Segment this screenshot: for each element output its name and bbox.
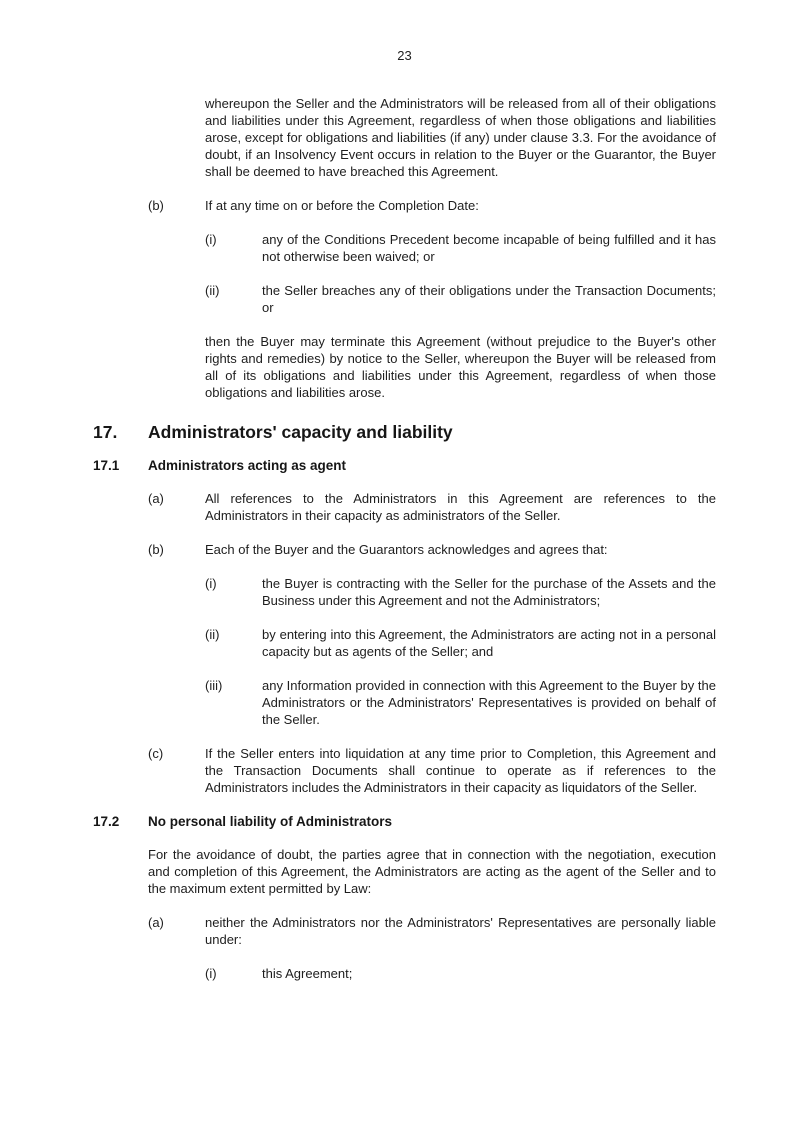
clause-marker: (b)	[148, 198, 164, 213]
clause-marker: (i)	[205, 966, 217, 981]
clause-a	[148, 490, 716, 524]
clause-text: any of the Conditions Precedent become incapable of being fulfilled and it has not otherwise been waived; or	[262, 232, 716, 264]
section-title: Administrators' capacity and liability	[148, 422, 453, 442]
clause-marker: (iii)	[205, 678, 223, 693]
subclause-i	[205, 231, 716, 265]
clause-b	[148, 197, 716, 214]
subsection-heading-17-2	[93, 813, 716, 831]
clause-c	[148, 745, 716, 796]
clause-text: neither the Administrators nor the Administrators' Representatives are personally liable under:	[205, 915, 716, 947]
clause-marker: (a)	[148, 915, 164, 930]
subsection-number: 17.1	[93, 458, 120, 473]
clause-text: All references to the Administrators in this Agreement are references to the Administrators in their capacity as administrators of the Seller.	[205, 491, 716, 523]
section-number: 17.	[93, 422, 118, 442]
clause-text: the Buyer is contracting with the Seller for the purchase of the Assets and the Business under this Agreement and not the Administrators;	[262, 576, 716, 608]
subsection-number: 17.2	[93, 814, 120, 829]
clause-marker: (i)	[205, 576, 217, 591]
subclause-i	[205, 965, 716, 982]
section-heading-17	[93, 421, 716, 443]
clause-a	[148, 914, 716, 948]
clause-b	[148, 541, 716, 558]
clause-marker: (a)	[148, 491, 164, 506]
page-number: 23	[397, 48, 412, 63]
clause-text: this Agreement;	[262, 966, 353, 981]
subclause-i	[205, 575, 716, 609]
subclause-ii	[205, 282, 716, 316]
clause-marker: (i)	[205, 232, 217, 247]
clause-text: If the Seller enters into liquidation at any time prior to Completion, this Agreement and the Transaction Documents shall continue to operate as if references to the Administrators includes the Administrators in their capacity as liquidators of the Seller.	[205, 746, 716, 795]
paragraph: then the Buyer may terminate this Agreement (without prejudice to the Buyer's other rights and remedies) by notice to the Seller, whereupon the Buyer will be released from all of its obligations and liabilities under this Agreement, regardless of when those obligations and liabilities arose.	[205, 334, 716, 400]
clause-text: If at any time on or before the Completion Date:	[205, 198, 479, 213]
clause-text: any Information provided in connection with this Agreement to the Buyer by the Administrators or the Administrators' Representatives is provided on behalf of the Seller.	[262, 678, 716, 727]
subclause-iii	[205, 677, 716, 728]
clause-marker: (c)	[148, 746, 164, 761]
clause-marker: (ii)	[205, 627, 220, 642]
clause-text: Each of the Buyer and the Guarantors acknowledges and agrees that:	[205, 542, 608, 557]
subsection-title: No personal liability of Administrators	[148, 814, 393, 829]
clause-text: the Seller breaches any of their obligations under the Transaction Documents; or	[262, 283, 716, 315]
paragraph: whereupon the Seller and the Administrators will be released from all of their obligations and liabilities under this Agreement, regardless of when those obligations and liabilities arose, except for obligations and liabilities (if any) under clause 3.3. For the avoidance of doubt, if an Insolvency Event occurs in relation to the Buyer or the Guarantor, the Buyer shall be deemed to have breached this Agreement.	[205, 96, 716, 179]
clause-marker: (b)	[148, 542, 164, 557]
subclause-ii	[205, 626, 716, 660]
subsection-title: Administrators acting as agent	[148, 458, 347, 473]
clause-text: by entering into this Agreement, the Administrators are acting not in a personal capacity but as agents of the Seller; and	[262, 627, 716, 659]
subsection-heading-17-1	[93, 457, 716, 475]
paragraph: For the avoidance of doubt, the parties agree that in connection with the negotiation, execution and completion of this Agreement, the Administrators are acting as the agent of the Seller and to the maximum extent permitted by Law:	[148, 847, 716, 896]
clause-marker: (ii)	[205, 283, 220, 298]
